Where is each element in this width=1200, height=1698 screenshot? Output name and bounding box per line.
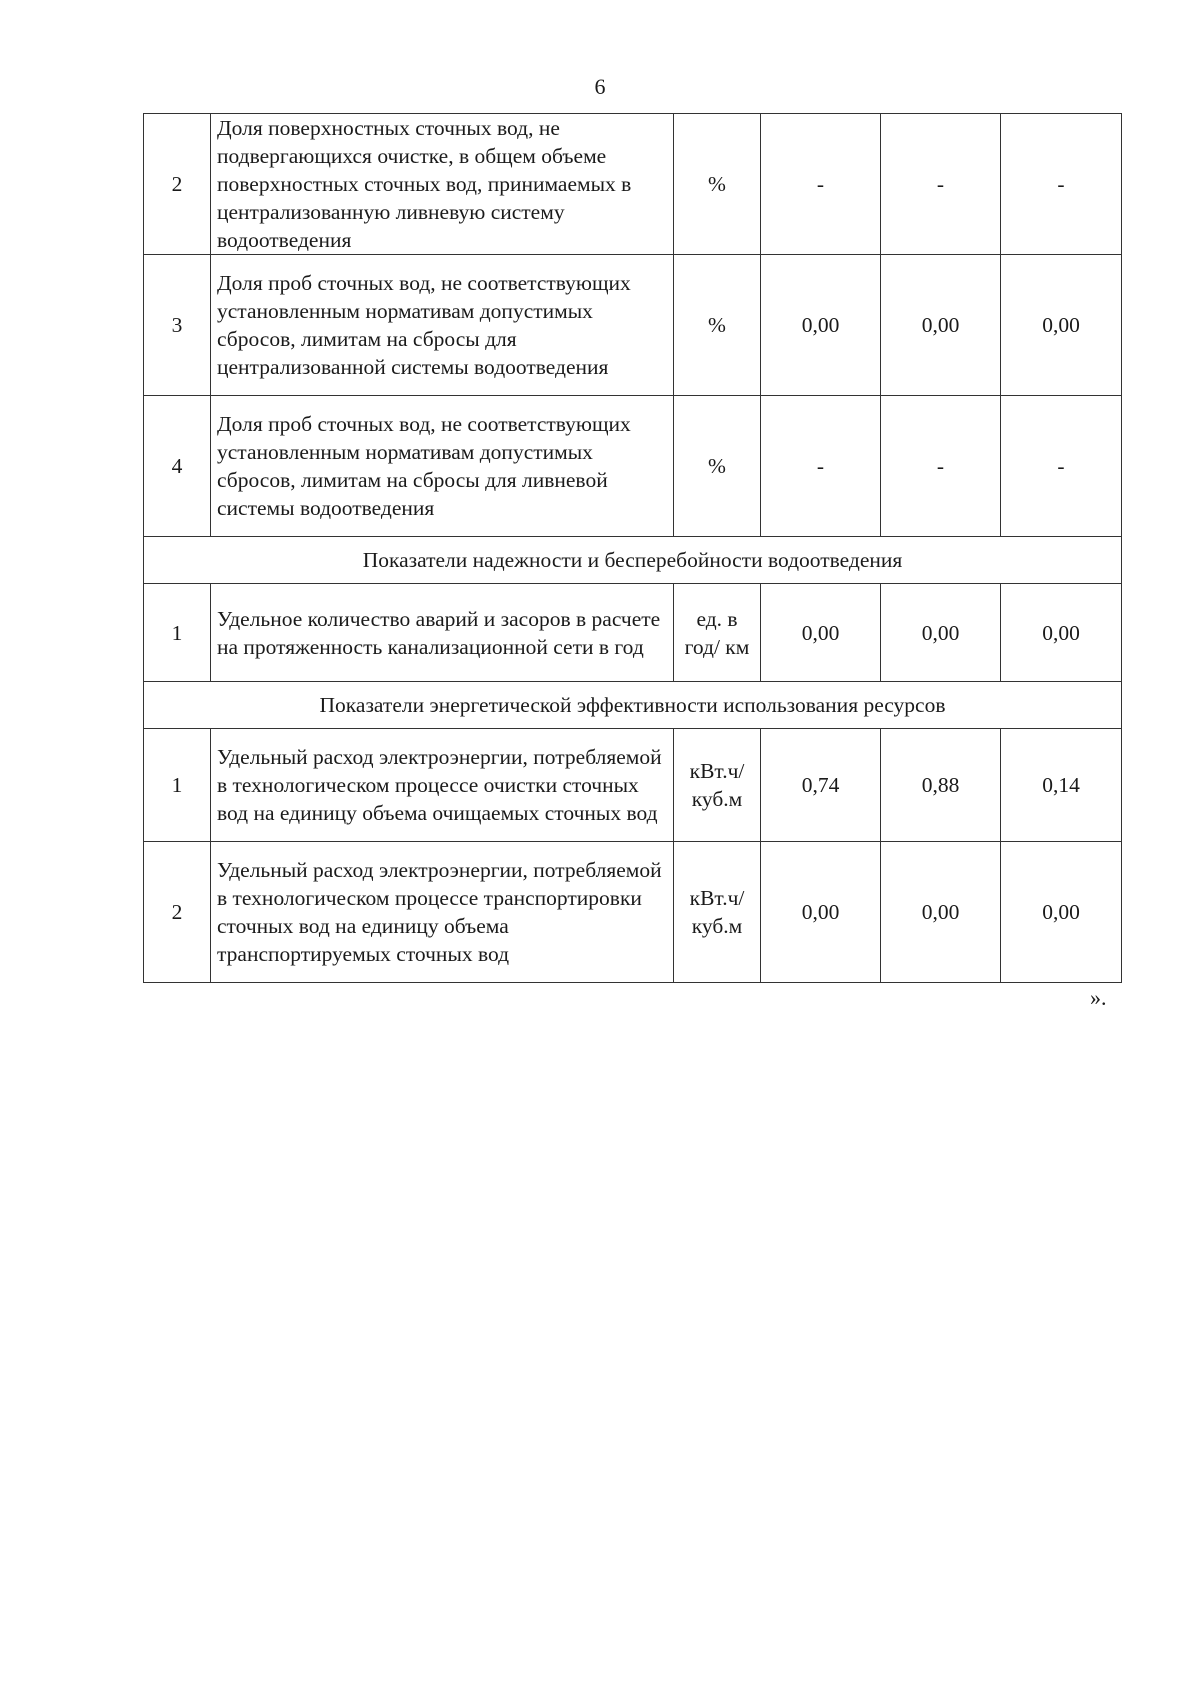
table-row xyxy=(144,842,1122,983)
value-1: 0,00 xyxy=(761,842,881,983)
indicator-name: Удельный расход электроэнергии, потребляемой в технологическом процессе транспортировки сточных вод на единицу объема транспортируемых сточных вод xyxy=(211,842,674,983)
row-number: 1 xyxy=(144,729,211,842)
indicator-name: Удельный расход электроэнергии, потребляемой в технологическом процессе очистки сточных вод на единицу объема очищаемых сточных вод xyxy=(211,729,674,842)
unit: кВт.ч/ куб.м xyxy=(674,842,761,983)
unit: кВт.ч/ куб.м xyxy=(674,729,761,842)
row-number: 4 xyxy=(144,396,211,537)
indicator-name: Доля проб сточных вод, не соответствующих установленным нормативам допустимых сбросов, лимитам на сбросы для ливневой системы водоотведения xyxy=(211,396,674,537)
table-row xyxy=(144,255,1122,396)
table-row xyxy=(144,584,1122,682)
row-number: 1 xyxy=(144,584,211,682)
section-row xyxy=(144,537,1122,584)
value-2: 0,88 xyxy=(881,729,1001,842)
section-title-reliability: Показатели надежности и бесперебойности водоотведения xyxy=(144,537,1122,584)
page-number: 6 xyxy=(594,74,606,99)
value-2: 0,00 xyxy=(881,584,1001,682)
value-3: - xyxy=(1001,396,1122,537)
unit: % xyxy=(674,255,761,396)
indicator-name: Доля проб сточных вод, не соответствующих установленным нормативам допустимых сбросов, лимитам на сбросы для централизованной системы водоотведения xyxy=(211,255,674,396)
value-2: 0,00 xyxy=(881,842,1001,983)
value-1: 0,00 xyxy=(761,584,881,682)
table-row xyxy=(144,396,1122,537)
value-3: - xyxy=(1001,114,1122,255)
value-2: 0,00 xyxy=(881,255,1001,396)
section-title-energy: Показатели энергетической эффективности использования ресурсов xyxy=(144,682,1122,729)
indicator-name: Удельное количество аварий и засоров в расчете на протяженность канализационной сети в год xyxy=(211,584,674,682)
indicator-name: Доля поверхностных сточных вод, не подвергающихся очистке, в общем объеме поверхностных сточных вод, принимаемых в централизованную ливневую систему водоотведения xyxy=(211,114,674,255)
value-3: 0,00 xyxy=(1001,584,1122,682)
row-number: 2 xyxy=(144,114,211,255)
value-3: 0,00 xyxy=(1001,255,1122,396)
closing-quote-mark: ». xyxy=(1090,985,1107,1010)
value-1: 0,00 xyxy=(761,255,881,396)
unit: % xyxy=(674,396,761,537)
table-row xyxy=(144,729,1122,842)
table-row xyxy=(144,114,1122,255)
row-number: 3 xyxy=(144,255,211,396)
value-2: - xyxy=(881,396,1001,537)
value-3: 0,00 xyxy=(1001,842,1122,983)
value-2: - xyxy=(881,114,1001,255)
unit: % xyxy=(674,114,761,255)
value-1: - xyxy=(761,114,881,255)
value-3: 0,14 xyxy=(1001,729,1122,842)
section-row xyxy=(144,682,1122,729)
unit: ед. в год/ км xyxy=(674,584,761,682)
value-1: - xyxy=(761,396,881,537)
indicators-table xyxy=(143,113,1122,983)
value-1: 0,74 xyxy=(761,729,881,842)
row-number: 2 xyxy=(144,842,211,983)
